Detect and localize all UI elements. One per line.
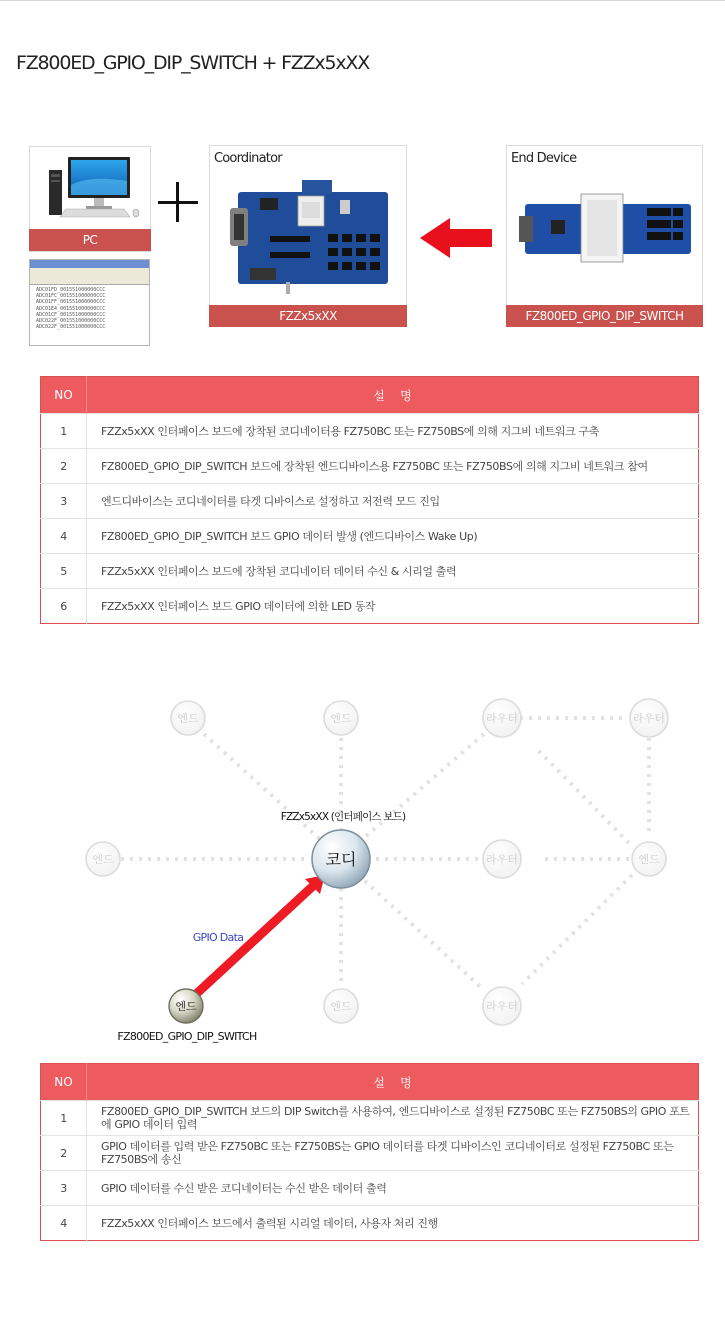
left-arrow-icon [420,218,494,258]
plus-icon [158,182,198,222]
coordinator-label: Coordinator [214,151,282,166]
header-description: 설 명 [87,377,699,414]
router-node-label: 라우터 [486,853,518,866]
row-description: GPIO 데이터를 입력 받은 FZ750BC 또는 FZ750BS는 GPIO 데이터를 타겟 디바이스인 코디네이터로 설정된 FZ750BC 또는 FZ750BS에 송신 [87,1136,699,1171]
row-number: 6 [41,589,87,624]
table-header-row [41,1064,699,1101]
row-description: FZZx5xXX 인터페이스 보드 GPIO 데이터에 의한 LED 동작 [87,589,699,624]
table-row [41,1136,699,1171]
coordinator-board-name: FZZx5xXX [209,305,407,327]
terminal-line: ADC01E4_001551000000CCC [36,305,106,312]
row-number: 5 [41,554,87,589]
coordinator-board-icon [210,174,406,304]
source-caption: FZ800ED_GPIO_DIP_SWITCH [117,1030,257,1043]
table-row [41,1171,699,1206]
terminal-line: ADC01FD_001551000000CCC [36,287,106,293]
top-divider [0,0,725,1]
router-node [483,699,521,737]
row-description: FZZx5xXX 인터페이스 보드에 장착된 코디네이터 데이터 수신 & 시리얼 출력 [87,554,699,589]
row-number: 1 [41,1101,87,1136]
coordinator-node-label: 코디 [325,850,357,869]
header-no: NO [41,377,87,414]
terminal-titlebar [30,260,149,268]
table-row [41,554,699,589]
source-end-node-label: 엔드 [175,1000,197,1013]
row-description: FZ800ED_GPIO_DIP_SWITCH 보드 GPIO 데이터 발생 (엔드디바이스 Wake Up) [87,519,699,554]
end-device-label: End Device [511,151,577,166]
end-device-box [506,145,703,327]
table-row [41,519,699,554]
router-node-label: 라우터 [486,712,518,725]
table-row [41,589,699,624]
description-table-1 [40,376,699,624]
row-description: FZ800ED_GPIO_DIP_SWITCH 보드의 DIP Switch를 사용하여, 엔드디바이스로 설정된 FZ750BC 또는 FZ750BS의 GPIO 포트에 GPIO 데이터 입력 [87,1101,699,1136]
description-table-2 [40,1063,699,1241]
pc-label: PC [29,229,151,251]
terminal-toolbar [30,275,149,285]
terminal-line: ADC022F_001551000000CCC [36,324,106,331]
row-description: FZZx5xXX 인터페이스 보드에 장착된 코디네이터용 FZ750BC 또는 FZ750BS에 의해 지그비 네트워크 구축 [87,414,699,449]
router-node [483,987,521,1025]
header-description: 설 명 [87,1064,699,1101]
row-description: FZZx5xXX 인터페이스 보드에서 출력된 시리얼 데이터, 사용자 처리 진행 [87,1206,699,1241]
source-end-node [169,989,203,1023]
terminal-line: ADC01FC_001551000000CCC [36,293,106,300]
router-node-label: 라우터 [486,1000,518,1013]
network-diagram [0,680,725,1050]
table-row [41,449,699,484]
coordinator-box [209,145,407,327]
gpio-data-label: GPIO Data [192,931,244,944]
desktop-computer-icon [30,147,152,229]
row-description: FZ800ED_GPIO_DIP_SWITCH 보드에 장착된 엔드디바이스용 FZ750BC 또는 FZ750BS에 의해 지그비 네트워크 참여 [87,449,699,484]
terminal-menubar [30,268,149,275]
page-title: FZ800ED_GPIO_DIP_SWITCH + FZZx5xXX [16,52,370,74]
row-number: 3 [41,1171,87,1206]
table-row [41,484,699,519]
end-node-label: 엔드 [92,853,114,866]
row-number: 3 [41,484,87,519]
end-node-label: 엔드 [177,712,199,725]
header-no: NO [41,1064,87,1101]
row-description: 엔드디바이스는 코디네이터를 타겟 디바이스로 설정하고 저전력 모드 진입 [87,484,699,519]
coordinator-node [312,830,370,888]
row-number: 4 [41,1206,87,1241]
end-node [324,989,358,1023]
row-number: 2 [41,449,87,484]
router-node-label: 라우터 [633,712,665,725]
table-row [41,1206,699,1241]
router-node [630,699,668,737]
end-node [324,701,358,735]
serial-terminal-screenshot [29,259,150,346]
terminal-line: ADC01CF_001551000000CCC [36,311,106,318]
row-number: 2 [41,1136,87,1171]
terminal-line: ADC022F_001551000000CCC [36,318,106,325]
mesh-links [121,718,649,990]
table-row [41,414,699,449]
table-row [41,1101,699,1136]
end-node-label: 엔드 [330,712,352,725]
terminal-line: ADC01FF_001551000000CCC [36,299,106,306]
coordinator-caption: FZZx5xXX (인터페이스 보드) [280,811,406,823]
row-number: 1 [41,414,87,449]
end-device-board-name: FZ800ED_GPIO_DIP_SWITCH [506,305,703,327]
table-header-row [41,377,699,414]
end-node [171,701,205,735]
router-node [483,840,521,878]
end-device-board-icon [507,186,702,296]
row-description: GPIO 데이터를 수신 받은 코디네이터는 수신 받은 데이터 출력 [87,1171,699,1206]
end-node [632,842,666,876]
row-number: 4 [41,519,87,554]
end-node-label: 엔드 [330,1000,352,1013]
end-node [86,842,120,876]
end-node-label: 엔드 [638,853,660,866]
